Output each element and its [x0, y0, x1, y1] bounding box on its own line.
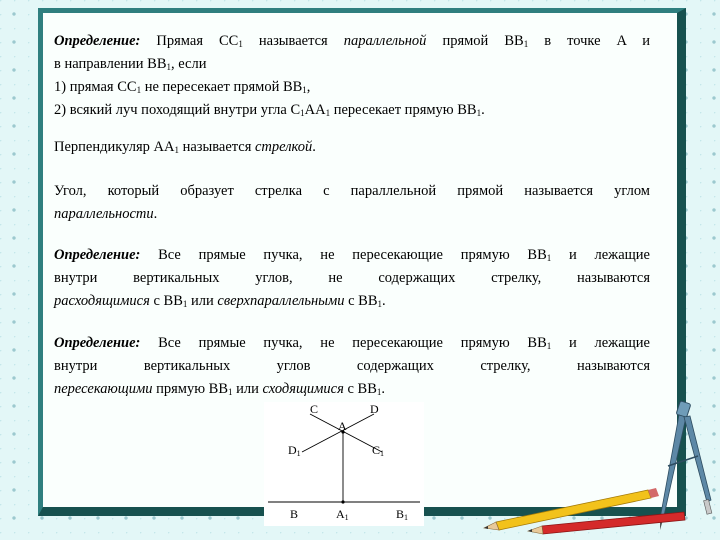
subscript: 1 [238, 39, 243, 49]
def2-text: и лежащие [551, 247, 650, 263]
angle-text: . [153, 206, 158, 222]
label-b1: B1 [396, 507, 409, 522]
def3-text: с BB [343, 381, 377, 397]
label-a1: A1 [336, 507, 349, 522]
list-number: 2) [54, 102, 67, 118]
term-divergent: расходящимися [54, 293, 150, 309]
subscript: 1 [300, 108, 305, 118]
subscript: 1 [546, 253, 552, 263]
def3-text: прямую BB [152, 381, 228, 397]
definition-convergent-line2 [54, 355, 650, 378]
subscript: 1 [476, 108, 482, 118]
subscript: 1 [182, 299, 188, 309]
condition-text: . [481, 102, 485, 118]
def3-text: или [232, 381, 263, 397]
def2-text: или [187, 293, 218, 309]
def1-text: , если [171, 56, 207, 72]
label-b: B [290, 507, 299, 521]
subscript: 1 [174, 145, 179, 155]
geometry-diagram [264, 402, 424, 526]
compass-pencils-icon [480, 396, 716, 536]
perpendicular-paragraph [54, 136, 650, 159]
angle-paragraph-line2 [54, 203, 650, 226]
definition-label: Определение: [54, 247, 141, 263]
condition-text: прямая CC [66, 79, 137, 95]
condition-item-1 [54, 76, 650, 99]
subscript: 1 [228, 387, 233, 397]
definition-label: Определение: [54, 335, 141, 351]
list-number: 1) [54, 79, 67, 95]
definition-parallel-line2 [54, 53, 650, 76]
def1-text: называется [242, 33, 344, 49]
definition-parallel [54, 30, 650, 53]
point-a1 [341, 500, 344, 503]
def3-text: внутри вертикальных углов содержащих стрелку, называются [54, 358, 650, 374]
angle-text: Угол, который образует стрелка с параллельной прямой называется углом [54, 183, 650, 199]
def1-text: Прямая CC [140, 33, 239, 49]
definition-label: Определение: [54, 33, 141, 49]
label-d: D [370, 402, 379, 416]
perp-text: называется [178, 139, 255, 155]
term-ultraparallel: сверхпараллельными [217, 293, 345, 309]
term-intersecting: пересекающими [54, 381, 153, 397]
subscript: 1 [376, 387, 382, 397]
def1-text: в точке A и [528, 33, 650, 49]
term-parallel: параллельной [343, 33, 427, 49]
def2-text: Все прямые пучка, не пересекающие прямую BB [140, 247, 547, 263]
def2-text: с BB [344, 293, 378, 309]
definition-divergent-line3 [54, 290, 650, 313]
condition-text: , [306, 79, 311, 95]
label-c: C [310, 402, 319, 416]
subscript: 1 [166, 62, 171, 72]
def1-text: в направлении BB [54, 56, 167, 72]
def3-text: Все прямые пучка, не пересекающие прямую BB [140, 335, 547, 351]
def3-text: . [381, 381, 386, 397]
label-a: A [338, 419, 347, 433]
perp-text: Перпендикуляр AA [54, 139, 175, 155]
condition-text: не пересекает прямой BB [141, 79, 303, 95]
subscript: 1 [523, 39, 529, 49]
perp-text: . [312, 139, 316, 155]
term-convergent: сходящимися [262, 381, 344, 397]
term-angle-of-parallelism: параллельности [54, 206, 154, 222]
label-d1: D1 [288, 443, 301, 458]
definition-divergent [54, 244, 650, 267]
condition-text: всякий луч походящий внутри угла C [66, 102, 301, 118]
condition-text: пересекает прямую BB [330, 102, 477, 118]
label-c1: C1 [372, 443, 385, 458]
subscript: 1 [136, 85, 142, 95]
definition-divergent-line2 [54, 267, 650, 290]
term-arrow: стрелкой [255, 139, 313, 155]
subscript: 1 [325, 108, 331, 118]
definition-convergent [54, 332, 650, 355]
condition-text: AA [304, 102, 326, 118]
def3-text: и лежащие [551, 335, 650, 351]
subscript: 1 [377, 299, 383, 309]
def2-text: с BB [149, 293, 183, 309]
subscript: 1 [546, 341, 552, 351]
subscript: 1 [302, 85, 307, 95]
compass-icon [660, 401, 712, 530]
angle-paragraph-line1 [54, 180, 650, 203]
condition-item-2 [54, 99, 650, 122]
def2-text: . [382, 293, 386, 309]
def1-text: прямой BB [426, 33, 524, 49]
def2-text: внутри вертикальных углов, не содержащих стрелку, называются [54, 270, 650, 286]
